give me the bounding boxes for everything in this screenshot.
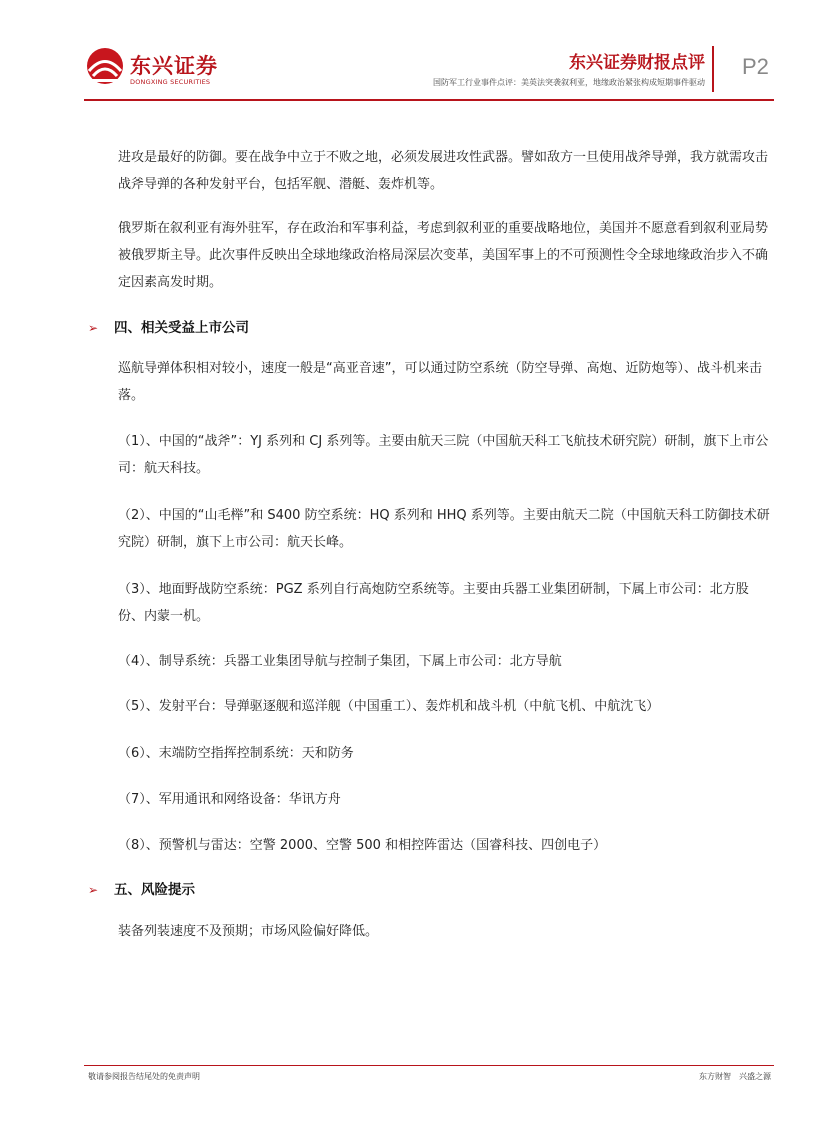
list-item: （6）、末端防空指挥控制系统：天和防务 bbox=[118, 746, 354, 761]
list-item: （3）、地面野战防空系统：PGZ 系列自行高炮防空系统等。主要由兵器工业集团研制，下属上市公司：北方股份、内蒙一机。 bbox=[118, 582, 749, 624]
logo-emblem-icon bbox=[84, 46, 126, 86]
footer-disclaimer: 敬请参阅报告结尾处的免责声明 bbox=[88, 1072, 200, 1081]
risk-text: 装备列装速度不及预期；市场风险偏好降低。 bbox=[118, 924, 379, 939]
header-divider bbox=[712, 46, 714, 92]
section-heading-beneficiaries bbox=[88, 316, 249, 336]
paragraph-offense: 进攻是最好的防御。要在战争中立于不败之地，必须发展进攻性武器。譬如敌方一旦使用战斧导弹，我方就需攻击战斧导弹的各种发射平台，包括军舰、潜艇、轰炸机等。 bbox=[118, 150, 769, 192]
section-arrow-icon: ➢ bbox=[88, 321, 99, 335]
footer-slogan: 东方财智 兴盛之源 bbox=[699, 1072, 771, 1081]
section-arrow-icon: ➢ bbox=[88, 883, 99, 897]
header-rule bbox=[84, 99, 774, 101]
logo-subtitle: DONGXING SECURITIES bbox=[130, 78, 211, 86]
page-header bbox=[0, 0, 827, 104]
section-title: 五、风险提示 bbox=[114, 882, 195, 898]
page-number: P2 bbox=[742, 54, 769, 79]
list-item: （2）、中国的“山毛榉”和 S400 防空系统：HQ 系列和 HHQ 系列等。主要由航天二院（中国航天科工防御技术研究院）研制，旗下上市公司：航天长峰。 bbox=[118, 508, 770, 550]
list-item: （4）、制导系统：兵器工业集团导航与控制子集团，下属上市公司：北方导航 bbox=[118, 654, 562, 669]
report-subtitle: 国防军工行业事件点评：美英法突袭叙利亚，地缘政治紧张构成短期事件驱动 bbox=[433, 78, 705, 87]
list-item: （1）、中国的“战斧”：YJ 系列和 CJ 系列等。主要由航天三院（中国航天科工飞航技术研究院）研制，旗下上市公司：航天科技。 bbox=[118, 434, 769, 476]
list-item: （5）、发射平台：导弹驱逐舰和巡洋舰（中国重工）、轰炸机和战斗机（中航飞机、中航沈飞） bbox=[118, 699, 660, 714]
footer-rule bbox=[84, 1065, 774, 1066]
report-title: 东兴证券财报点评 bbox=[569, 53, 705, 73]
section-heading-risk bbox=[88, 878, 195, 898]
list-item: （8）、预警机与雷达：空警 2000、空警 500 和相控阵雷达（国睿科技、四创电子） bbox=[118, 838, 607, 853]
list-item: （7）、军用通讯和网络设备：华讯方舟 bbox=[118, 792, 341, 807]
section4-intro: 巡航导弹体积相对较小，速度一般是“高亚音速”，可以通过防空系统（防空导弹、高炮、近防炮等）、战斗机来击落。 bbox=[118, 361, 762, 403]
company-logo bbox=[84, 46, 244, 90]
section-title: 四、相关受益上市公司 bbox=[114, 320, 249, 336]
logo-text: 东兴证券 bbox=[130, 54, 218, 78]
paragraph-russia-syria: 俄罗斯在叙利亚有海外驻军，存在政治和军事利益，考虑到叙利亚的重要战略地位，美国并不愿意看到叙利亚局势被俄罗斯主导。此次事件反映出全球地缘政治格局深层次变革，美国军事上的不可预测性令全球地缘政治步入不确定因素高发时期。 bbox=[118, 221, 769, 290]
